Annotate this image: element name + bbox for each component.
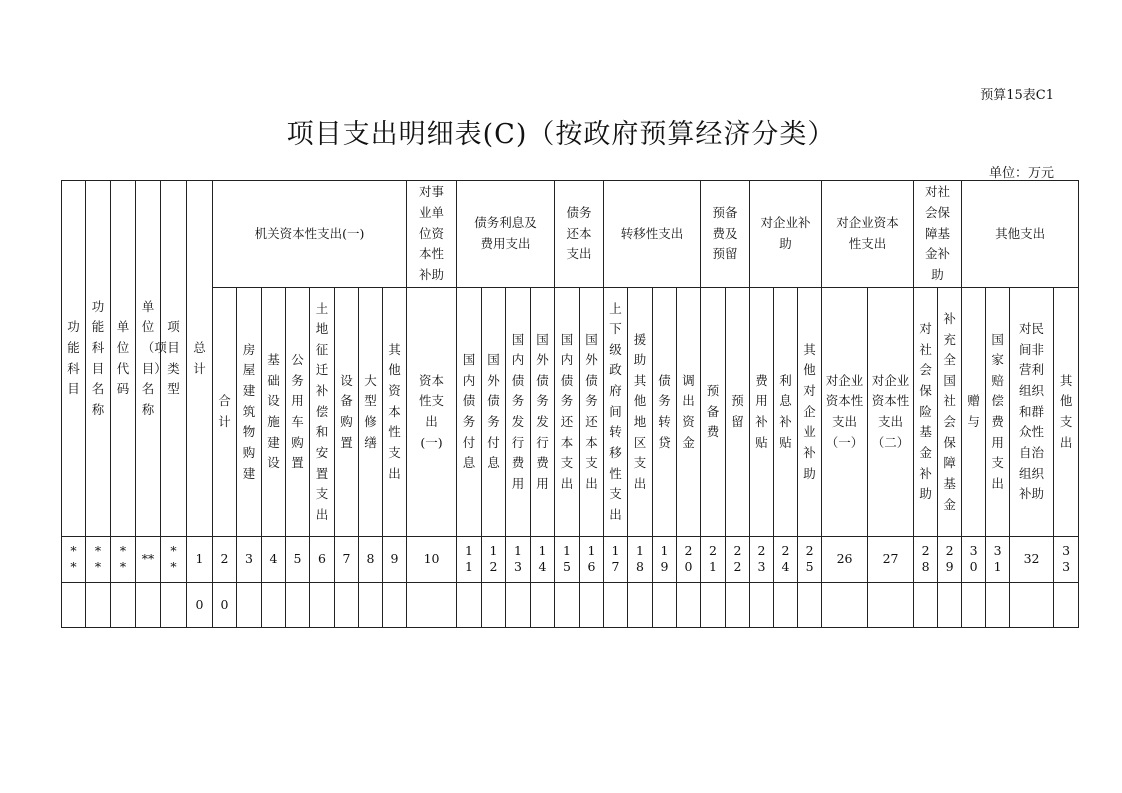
column-number-cell: 32: [1010, 537, 1054, 583]
data-cell: [286, 583, 310, 628]
column-number-cell: 27: [868, 537, 914, 583]
page-title: 项目支出明细表(C)（按政府预算经济分类）: [286, 119, 836, 150]
column-number-cell: 2: [213, 537, 237, 583]
column-header: 国内债务发行费用: [506, 288, 531, 537]
data-cell: [986, 583, 1010, 628]
column-header: 费用补贴: [750, 288, 774, 537]
column-header: 援助其他地区支出: [628, 288, 653, 537]
data-cell: [506, 583, 531, 628]
header-function-subject-name: 功能科目名称: [86, 181, 111, 537]
column-number-cell: 26: [822, 537, 868, 583]
column-header: 对社会保险基金补助: [914, 288, 938, 537]
column-number-cell: 24: [774, 537, 798, 583]
data-cell: [962, 583, 986, 628]
table-row: [62, 583, 1079, 628]
group-header: 预备费及预留: [701, 181, 750, 288]
column-number-cell: 14: [531, 537, 555, 583]
header-project-type: 项目类型: [161, 181, 187, 537]
data-cell: [1010, 583, 1054, 628]
column-header: 合计: [213, 288, 237, 537]
column-header: 国内债务付息: [457, 288, 482, 537]
column-number-cell: 25: [798, 537, 822, 583]
data-cell: [604, 583, 628, 628]
column-number-cell: 5: [286, 537, 310, 583]
column-header: 国外债务付息: [482, 288, 506, 537]
column-number-cell: 11: [457, 537, 482, 583]
expenditure-table: [61, 180, 1079, 628]
group-header: 债务还本支出: [555, 181, 604, 288]
column-number-cell: 15: [555, 537, 580, 583]
column-header: 其他支出: [1054, 288, 1079, 537]
column-number-cell: 8: [359, 537, 383, 583]
column-number-cell: 28: [914, 537, 938, 583]
header-unit-name: 单位（项目）名称: [136, 181, 161, 537]
data-cell: [62, 583, 86, 628]
data-cell: [482, 583, 506, 628]
data-cell: [555, 583, 580, 628]
data-cell: [868, 583, 914, 628]
column-number-cell: 18: [628, 537, 653, 583]
column-header: 国外债务还本支出: [580, 288, 604, 537]
column-number-cell: 4: [262, 537, 286, 583]
data-cell: [383, 583, 407, 628]
data-cell: [359, 583, 383, 628]
column-header: 赠与: [962, 288, 986, 537]
column-header: 国外债务发行费用: [531, 288, 555, 537]
column-number-cell: 23: [750, 537, 774, 583]
column-header: 利息补贴: [774, 288, 798, 537]
group-header: 机关资本性支出(一): [213, 181, 407, 288]
column-header: 房屋建筑物购建: [237, 288, 262, 537]
column-header: 国家赔偿费用支出: [986, 288, 1010, 537]
column-number-cell: 21: [701, 537, 726, 583]
unit-label: 单位：万元: [988, 166, 1054, 181]
group-header: 转移性支出: [604, 181, 701, 288]
column-number-cell: 9: [383, 537, 407, 583]
column-number-cell: 30: [962, 537, 986, 583]
column-number-cell: 19: [653, 537, 677, 583]
data-cell: [161, 583, 187, 628]
column-header: 预留: [726, 288, 750, 537]
data-cell: [111, 583, 136, 628]
column-header: 国内债务还本支出: [555, 288, 580, 537]
data-cell: [457, 583, 482, 628]
column-number-cell: 33: [1054, 537, 1079, 583]
column-number-cell: 10: [407, 537, 457, 583]
data-cell: [628, 583, 653, 628]
column-header: 债务转贷: [653, 288, 677, 537]
column-number-cell: 31: [986, 537, 1010, 583]
column-number-cell: **: [136, 537, 161, 583]
form-code: 预算15表C1: [980, 88, 1054, 103]
column-header: 上下级政府间转移性支出: [604, 288, 628, 537]
column-number-row: [62, 537, 1079, 583]
column-number-cell: 22: [726, 537, 750, 583]
data-cell: [914, 583, 938, 628]
column-header: 其他对企业补助: [798, 288, 822, 537]
column-number-cell: 6: [310, 537, 335, 583]
data-cell: [335, 583, 359, 628]
column-number-cell: 29: [938, 537, 962, 583]
column-header: 对企业资本性支出（二）: [868, 288, 914, 537]
data-cell: [701, 583, 726, 628]
column-number-cell: 17: [604, 537, 628, 583]
header-unit-code: 单位代码: [111, 181, 136, 537]
column-header: 调出资金: [677, 288, 701, 537]
column-number-cell: 16: [580, 537, 604, 583]
column-number-cell: 3: [237, 537, 262, 583]
column-number-cell: **: [111, 537, 136, 583]
group-header: 其他支出: [962, 181, 1079, 288]
data-cell: [938, 583, 962, 628]
column-number-cell: 20: [677, 537, 701, 583]
data-cell: [750, 583, 774, 628]
data-cell: [407, 583, 457, 628]
column-number-cell: **: [62, 537, 86, 583]
column-header: 基础设施建设: [262, 288, 286, 537]
column-header: 其他资本性支出: [383, 288, 407, 537]
column-header: 预备费: [701, 288, 726, 537]
data-cell: [726, 583, 750, 628]
column-number-cell: 13: [506, 537, 531, 583]
group-header: 对企业资本性支出: [822, 181, 914, 288]
column-number-cell: 7: [335, 537, 359, 583]
column-number-cell: 12: [482, 537, 506, 583]
column-header: 设备购置: [335, 288, 359, 537]
column-number-cell: **: [161, 537, 187, 583]
data-cell: [774, 583, 798, 628]
column-header: 对民间非营利组织和群众性自治组织补助: [1010, 288, 1054, 537]
group-header: 对企业补助: [750, 181, 822, 288]
data-cell: [653, 583, 677, 628]
data-cell: [798, 583, 822, 628]
group-header: 对事业单位资本性补助: [407, 181, 457, 288]
column-header: 资本性支出(一): [407, 288, 457, 537]
header-grand-total: 总计: [187, 181, 213, 537]
group-header: 债务利息及费用支出: [457, 181, 555, 288]
column-header: 公务用车购置: [286, 288, 310, 537]
data-cell: [1054, 583, 1079, 628]
data-cell: 0: [187, 583, 213, 628]
data-cell: [262, 583, 286, 628]
data-cell: [237, 583, 262, 628]
data-cell: [86, 583, 111, 628]
data-cell: 0: [213, 583, 237, 628]
data-cell: [531, 583, 555, 628]
data-cell: [310, 583, 335, 628]
column-header: 大型修缮: [359, 288, 383, 537]
data-cell: [580, 583, 604, 628]
column-header: 土地征迁补偿和安置支出: [310, 288, 335, 537]
group-header: 对社会保障基金补助: [914, 181, 962, 288]
data-cell: [136, 583, 161, 628]
data-cell: [822, 583, 868, 628]
column-number-cell: 1: [187, 537, 213, 583]
column-header: 补充全国社会保障基金: [938, 288, 962, 537]
data-cell: [677, 583, 701, 628]
header-function-subject: 功能科目: [62, 181, 86, 537]
column-header: 对企业资本性支出（一）: [822, 288, 868, 537]
column-number-cell: **: [86, 537, 111, 583]
